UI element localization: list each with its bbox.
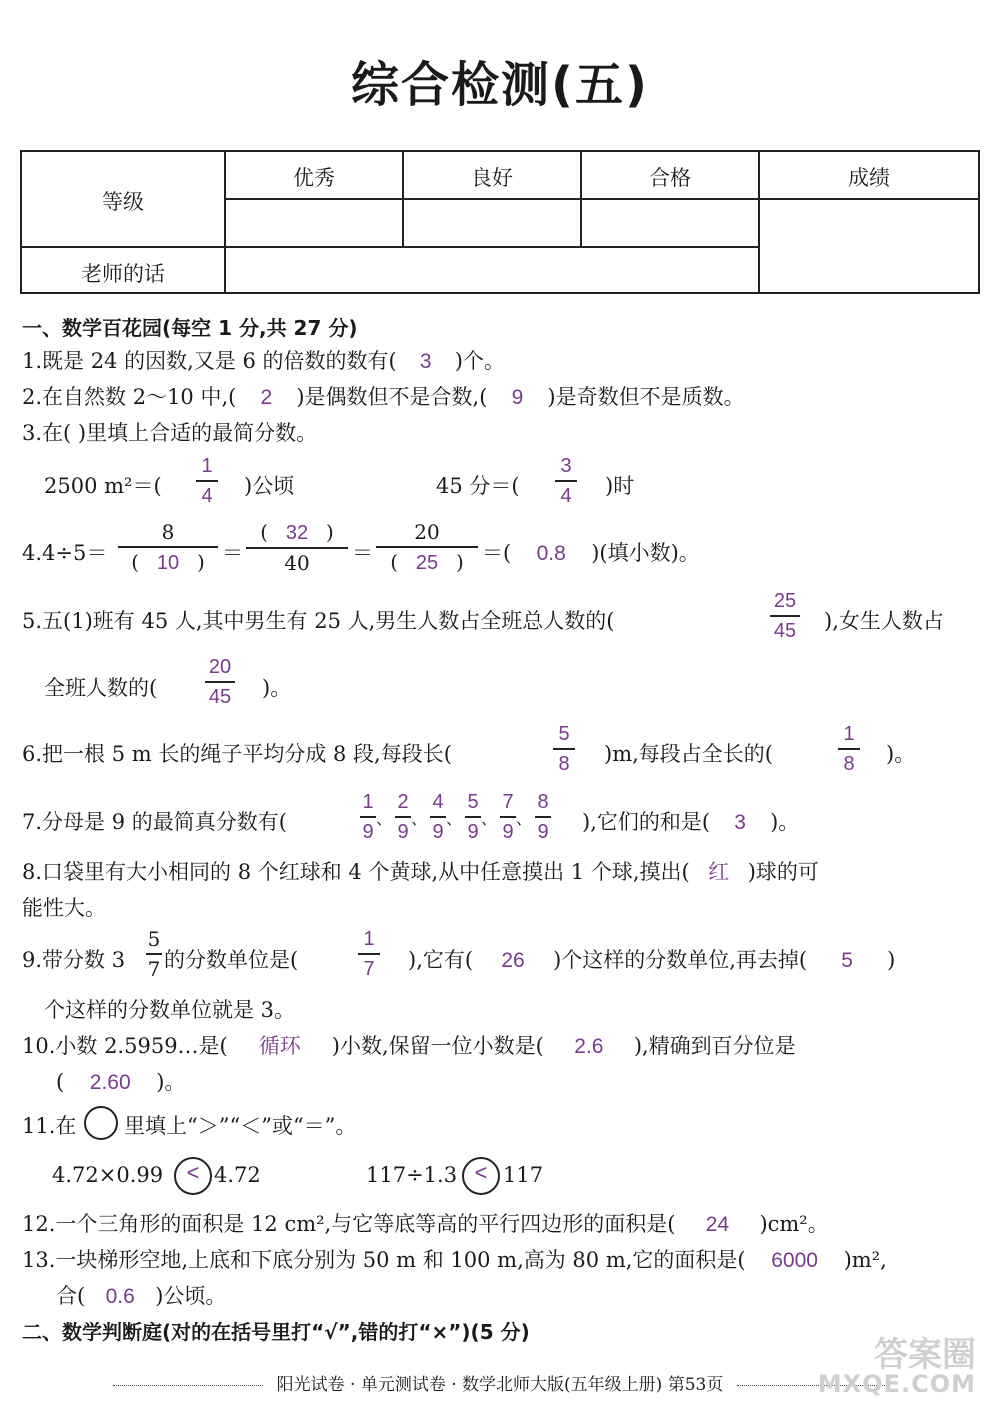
q3-time-numerator: 3 xyxy=(560,455,572,477)
question-1 xyxy=(22,345,505,375)
q11-a-answer: < xyxy=(186,1160,200,1185)
q7-text-mid: ),它们的和是( 3 )。 xyxy=(582,810,800,834)
q4-equals-1: ＝ xyxy=(222,541,243,565)
q4-answer-f2-numerator: 32 xyxy=(285,522,309,544)
q7-separator: 、 xyxy=(516,809,533,828)
q9-text-mid2: ),它有( 26 )个这样的分数单位,再去掉( 5 ) xyxy=(408,948,896,972)
q5-answer-girls-fraction xyxy=(205,657,235,707)
col-header-score: 成绩 xyxy=(848,166,890,190)
q6-text-end: )。 xyxy=(886,742,916,766)
q2-answer-2: 9 xyxy=(511,386,524,409)
q3-time-denominator: 4 xyxy=(560,484,572,507)
q6-length-denominator: 8 xyxy=(558,752,570,775)
question-2 xyxy=(22,381,745,411)
q3-answer-time-fraction xyxy=(555,456,577,506)
q10-answer-hundredths: 2.60 xyxy=(89,1071,131,1094)
q11-b-answer: < xyxy=(474,1160,488,1185)
q11-text-end: 里填上“＞”“＜”或“＝”。 xyxy=(124,1114,357,1138)
q9-answer-unit-fraction: 1 7 xyxy=(358,929,380,979)
q7-answer-fraction: 4 9 xyxy=(430,792,446,842)
q10-answer-type: 循环 xyxy=(258,1035,301,1058)
q5-girls-numerator: 20 xyxy=(208,656,232,678)
question-3: 3.在( )里填上合适的最简分数。 xyxy=(22,421,318,445)
q7-answer-fraction: 5 9 xyxy=(465,792,481,842)
footer-text: 阳光试卷 · 单元测试卷 · 数学北师大版(五年级上册) 第53页 xyxy=(276,1375,724,1395)
q4-f2-denominator: 40 xyxy=(284,550,310,575)
q6-answer-share-fraction xyxy=(838,724,860,774)
q7-text: 7.分母是 9 的最简真分数有( xyxy=(22,810,287,834)
q7-separator: 、 xyxy=(376,809,393,828)
q3-area-left: 2500 m²＝( xyxy=(44,474,162,498)
teacher-comment-label: 老师的话 xyxy=(81,262,165,286)
q4-fraction-3: 20 ( 25 ) xyxy=(376,522,478,573)
q4-tail: ＝( 0.8 )(填小数)。 xyxy=(482,541,700,565)
q4-answer-f3-denominator: 25 xyxy=(415,551,439,574)
q3-area-right: )公顷 xyxy=(244,474,295,498)
col-header-pass: 合格 xyxy=(649,166,691,190)
q7-separator: 、 xyxy=(481,809,498,828)
q13-answer-hectare: 0.6 xyxy=(105,1285,135,1308)
q11-text: 11.在 xyxy=(22,1114,77,1138)
q11-circle-icon xyxy=(84,1106,118,1140)
q9-mixed-fraction: 5 7 xyxy=(147,927,161,981)
q11-b-left: 117÷1.3 xyxy=(366,1163,458,1187)
q4-answer-f1-denominator: 10 xyxy=(156,551,180,574)
q11-a-left: 4.72×0.99 xyxy=(52,1163,164,1187)
q4-f3-numerator: 20 xyxy=(414,520,440,544)
grade-label: 等级 xyxy=(102,190,144,214)
q6-answer-length-fraction xyxy=(553,724,575,774)
q9-text-mid1: 的分数单位是( xyxy=(164,948,299,972)
q6-share-numerator: 1 xyxy=(843,723,855,745)
q4-fraction-1: 8 ( 10 ) xyxy=(118,522,218,573)
col-header-excellent: 优秀 xyxy=(293,166,335,190)
q9-line2: 个这样的分数单位就是 3。 xyxy=(44,998,296,1022)
section1-heading: 一、数学百花园(每空 1 分,共 27 分) xyxy=(22,316,358,340)
section2-heading: 二、数学判断庭(对的在括号里打“√”,错的打“×”)(5 分) xyxy=(22,1320,530,1344)
question-12: 12.一个三角形的面积是 12 cm²,与它等底等高的平行四边形的面积是( 24 )cm²。 xyxy=(22,1212,829,1236)
q3-area-denominator: 4 xyxy=(201,484,213,507)
q1-answer: 3 xyxy=(419,350,432,373)
q3-time-left: 45 分＝( xyxy=(436,474,520,498)
q10-line2: ( 2.60 )。 xyxy=(56,1070,186,1094)
q13-line2: 合( 0.6 )公顷。 xyxy=(56,1284,227,1308)
q6-share-denominator: 8 xyxy=(843,752,855,775)
q5-boys-numerator: 25 xyxy=(773,590,797,612)
q2-text: 2.在自然数 2～10 中,( xyxy=(22,385,237,409)
q5-answer-boys-fraction xyxy=(770,591,800,641)
q4-f1-numerator: 8 xyxy=(161,520,175,544)
question-10: 10.小数 2.5959…是( 循环 )小数,保留一位小数是( 2.6 ),精确到百分位是 xyxy=(22,1030,796,1060)
q7-answer-fraction: 8 9 xyxy=(535,792,551,842)
q8-answer: 红 xyxy=(708,861,730,884)
q4-answer-decimal: 0.8 xyxy=(536,542,566,565)
q5-line2: 全班人数的( xyxy=(44,676,158,700)
q7-answer-fraction: 2 9 xyxy=(395,792,411,842)
q7-answer-fraction: 1 9 xyxy=(360,792,376,842)
question-8: 8.口袋里有大小相同的 8 个红球和 4 个黄球,从中任意摸出 1 个球,摸出( 红 )球的可 xyxy=(22,856,819,886)
q5-boys-denominator: 45 xyxy=(773,619,797,642)
question-13: 13.一块梯形空地,上底和下底分别为 50 m 和 100 m,高为 80 m,它的面积是( 6000 )m², xyxy=(22,1248,887,1272)
col-header-good: 良好 xyxy=(471,166,513,190)
q8-line2: 能性大。 xyxy=(22,896,106,920)
q2-text-mid: )是偶数但不是合数,( xyxy=(296,385,488,409)
q12-answer: 24 xyxy=(705,1213,730,1236)
q13-answer-area: 6000 xyxy=(771,1249,818,1272)
q5-text-mid: ),女生人数占 xyxy=(824,609,944,633)
q10-answer-one-decimal: 2.6 xyxy=(574,1035,604,1058)
q5-line2-end: )。 xyxy=(262,676,292,700)
q6-text-mid: )m,每段占全长的( xyxy=(604,742,773,766)
q11-b-right: 117 xyxy=(503,1163,544,1187)
q1-text: 1.既是 24 的因数,又是 6 的倍数的数有( xyxy=(22,349,397,373)
q2-text-end: )是奇数但不是质数。 xyxy=(547,385,745,409)
q7-separator: 、 xyxy=(411,809,428,828)
q5-girls-denominator: 45 xyxy=(208,685,232,708)
q2-answer-1: 2 xyxy=(260,386,273,409)
q7-separator: 、 xyxy=(446,809,463,828)
q4-text: 4.4÷5＝ xyxy=(22,541,108,565)
page-title: 综合检测(五) xyxy=(351,57,649,113)
q6-text: 6.把一根 5 m 长的绳子平均分成 8 段,每段长( xyxy=(22,742,452,766)
q4-equals-2: ＝ xyxy=(352,541,373,565)
q6-length-numerator: 5 xyxy=(558,723,570,745)
q1-text-end: )个。 xyxy=(454,349,505,373)
grade-table xyxy=(20,150,980,294)
q7-answer-sum: 3 xyxy=(734,811,746,834)
q3-area-numerator: 1 xyxy=(201,455,213,477)
q9-answer-count: 26 xyxy=(501,949,525,972)
q3-time-right: )时 xyxy=(605,474,635,498)
q11-a-right: 4.72 xyxy=(214,1163,261,1187)
q9-text: 9.带分数 3 xyxy=(22,948,126,972)
q4-fraction-2: ( 32 ) 40 xyxy=(246,522,348,573)
q3-answer-area-fraction xyxy=(196,456,218,506)
q9-answer-remove: 5 xyxy=(841,949,853,972)
q7-answer-fraction: 7 9 xyxy=(500,792,516,842)
q5-text: 5.五(1)班有 45 人,其中男生有 25 人,男生人数占全班总人数的( xyxy=(22,609,615,633)
watermark: 答案圈 MXQE.COM xyxy=(817,1335,976,1398)
